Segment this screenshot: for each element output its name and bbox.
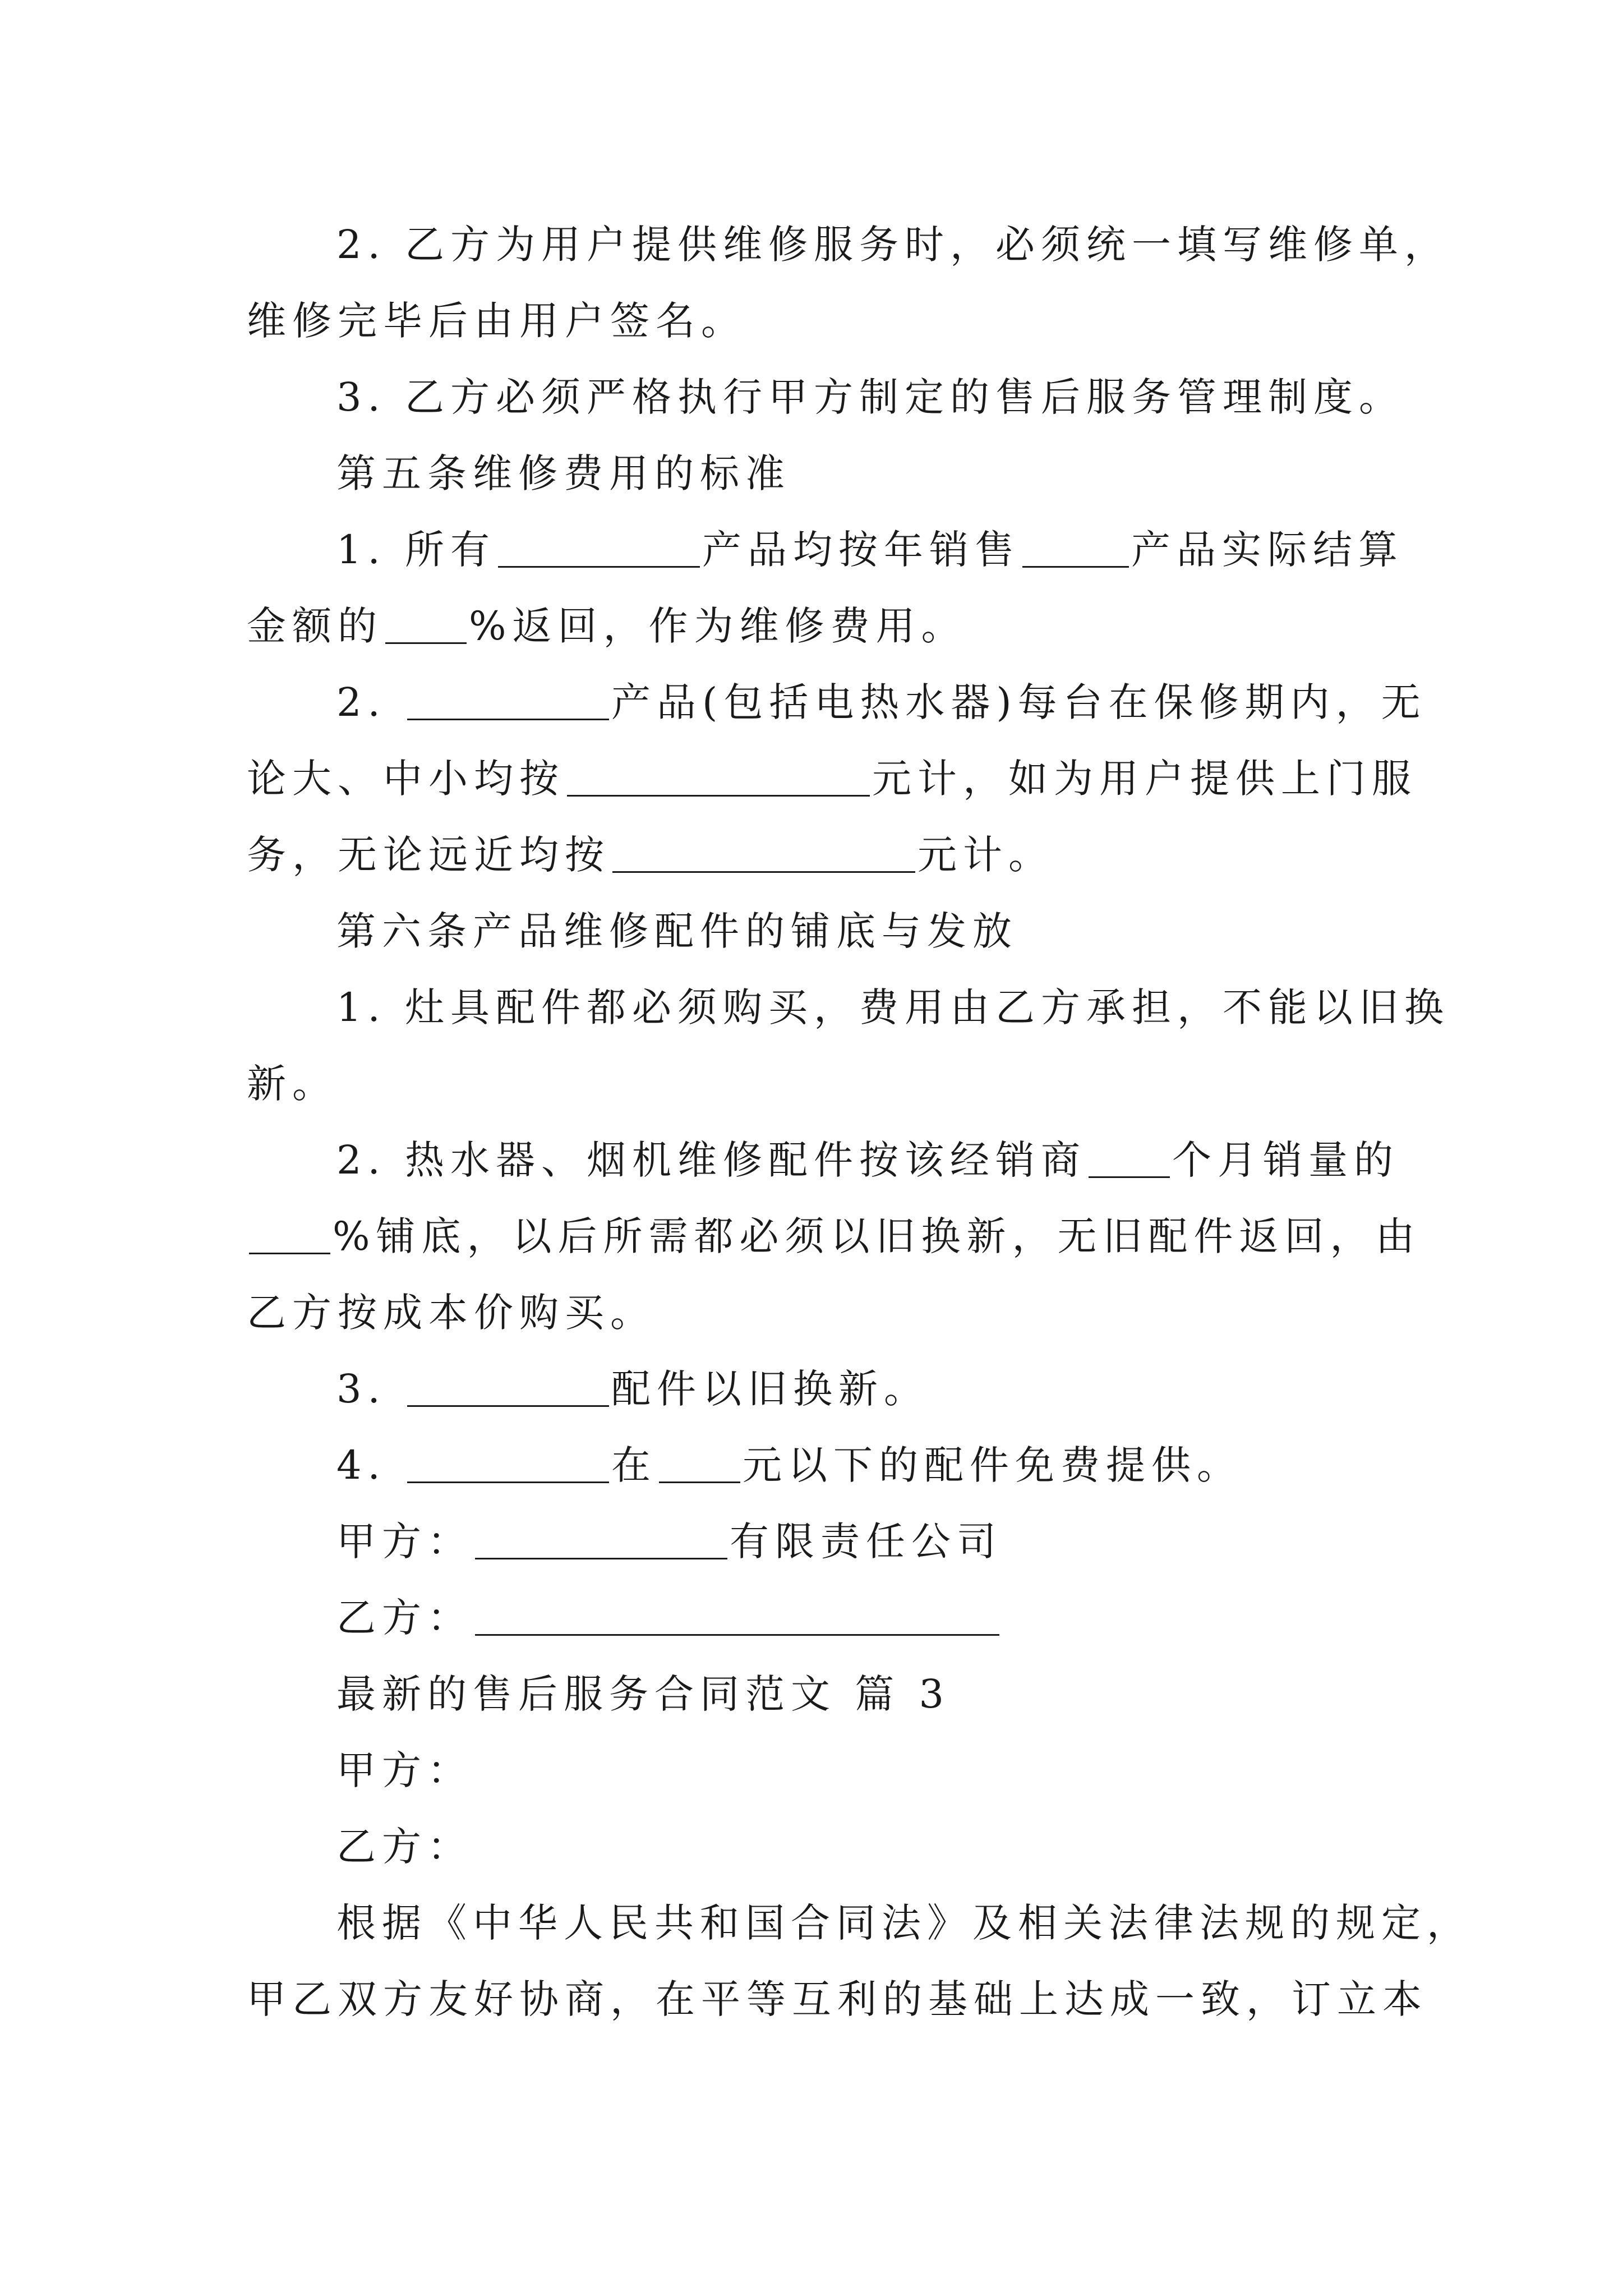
- text-line: 1. 灶具配件都必须购买，费用由乙方承担，不能以旧换: [336, 984, 1450, 1030]
- text-line: 根据《中华人民共和国合同法》及相关法律法规的规定，: [336, 1900, 1472, 1946]
- party-b-label: 乙方：: [336, 1824, 473, 1870]
- party-a-label: 甲方：: [336, 1747, 473, 1793]
- text-line: 务，无论远近均按 元计。: [247, 832, 1054, 878]
- fill-in-blank: [659, 1442, 740, 1483]
- fill-in-blank: [475, 1519, 727, 1559]
- fill-in-blank: [407, 679, 609, 720]
- fill-in-blank: [385, 603, 467, 644]
- fill-in-blank: [612, 832, 915, 873]
- fill-in-blank: [1089, 1137, 1170, 1178]
- fill-in-blank: [1022, 527, 1129, 568]
- text-line: 论大、中小均按 元计，如为用户提供上门服: [247, 756, 1417, 802]
- fill-in-blank: [407, 1442, 609, 1483]
- text-line: 2. 热水器、烟机维修配件按该经销商 个月销量的: [336, 1137, 1400, 1183]
- text-line: 2. 产品(包括电热水器)每台在保修期内，无: [336, 679, 1427, 725]
- text-line: 乙方按成本价购买。: [247, 1290, 656, 1336]
- text-line: 3. 配件以旧换新。: [336, 1366, 930, 1412]
- text-line: 3. 乙方必须严格执行甲方制定的售后服务管理制度。: [336, 374, 1405, 420]
- party-b-signature: 乙方：: [336, 1591, 1002, 1645]
- fill-in-blank: [567, 756, 870, 797]
- text-line: %铺底，以后所需都必须以旧换新，无旧配件返回，由: [247, 1209, 1421, 1263]
- fill-in-blank: [475, 1595, 999, 1636]
- text-line: 1. 所有 产品均按年销售 产品实际结算: [336, 527, 1404, 573]
- section-heading: 第五条维修费用的标准: [336, 450, 791, 496]
- text-line: 4. 在 元以下的配件免费提供。: [336, 1442, 1243, 1488]
- fill-in-blank: [498, 527, 700, 568]
- fill-in-blank: [407, 1366, 609, 1407]
- text-line: 维修完毕后由用户签名。: [247, 298, 746, 344]
- text-line: 新。: [247, 1061, 338, 1107]
- party-a-signature: 甲方： 有限责任公司: [336, 1519, 1002, 1565]
- text-line: 金额的 %返回，作为维修费用。: [247, 603, 967, 649]
- section-title: 最新的售后服务合同范文 篇 3: [336, 1671, 951, 1717]
- text-line: 甲乙双方友好协商，在平等互利的基础上达成一致，订立本: [247, 1976, 1428, 2022]
- fill-in-blank: [249, 1213, 330, 1254]
- section-heading: 第六条产品维修配件的铺底与发放: [336, 908, 1018, 954]
- text-line: 2. 乙方为用户提供维修服务时，必须统一填写维修单，: [336, 222, 1450, 268]
